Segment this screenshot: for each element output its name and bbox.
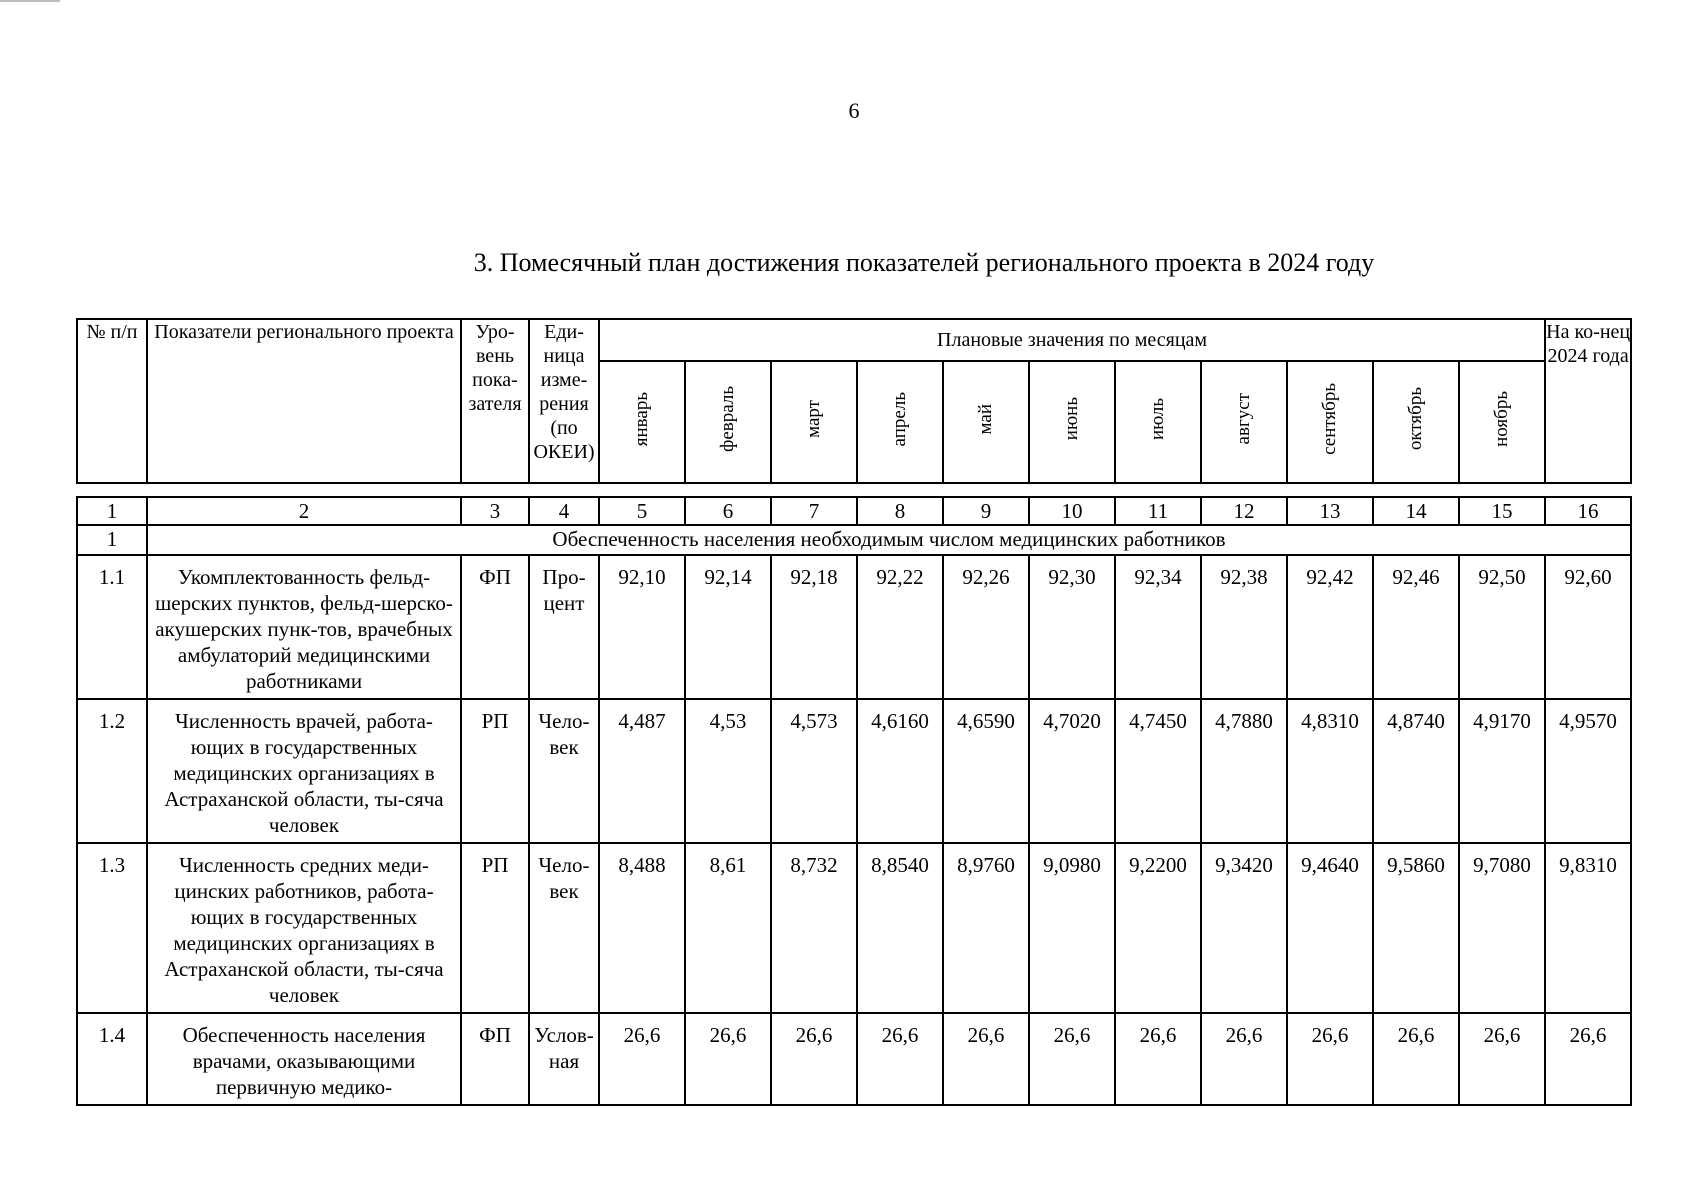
month-value: 92,26 [943,555,1029,699]
column-number-6: 6 [685,497,771,525]
page-number: 6 [848,98,860,123]
header-level: Уро-вень пока-зателя [461,319,529,483]
month-value: 92,34 [1115,555,1201,699]
row-number: 1.2 [77,699,147,843]
column-number-2: 2 [147,497,461,525]
month-value: 26,6 [1287,1013,1373,1105]
row-number: 1.1 [77,555,147,699]
table-row [77,555,1631,699]
column-number-15: 15 [1459,497,1545,525]
column-number-13: 13 [1287,497,1373,525]
month-value: 26,6 [857,1013,943,1105]
month-value: 4,8310 [1287,699,1373,843]
month-value: 9,5860 [1373,843,1459,1013]
month-value: 26,6 [1459,1013,1545,1105]
month-value: 8,9760 [943,843,1029,1013]
month-value: 92,14 [685,555,771,699]
header-indicator: Показатели регионального проекта [147,319,461,483]
section-title: Обеспеченность населения необходимым числом медицинских работников [147,525,1631,555]
header-month-label: май [975,403,996,435]
month-value: 4,7880 [1201,699,1287,843]
month-value: 4,7020 [1029,699,1115,843]
header-month-11 [1459,361,1545,483]
column-number-16: 16 [1545,497,1631,525]
end-of-year-value: 4,9570 [1545,699,1631,843]
indicator-unit: Чело-век [529,699,599,843]
header-month-2 [685,361,771,483]
indicator-level: ФП [461,555,529,699]
indicator-name: Укомплектованность фельд-шерских пунктов, фельд-шерско-акушерских пунк-тов, врачебных амбулаторий медицинскими работниками [147,555,461,699]
month-value: 92,10 [599,555,685,699]
indicator-unit: Услов-ная [529,1013,599,1105]
column-number-10: 10 [1029,497,1115,525]
header-month-label: январь [631,391,652,447]
column-numbers-row [77,497,1631,525]
indicator-name: Численность врачей, работа-ющих в государственных медицинских организациях в Астраханской области, ты-сяча человек [147,699,461,843]
month-value: 26,6 [1373,1013,1459,1105]
section-row [77,525,1631,555]
row-number: 1.3 [77,843,147,1013]
header-unit: Еди-ница изме-рения (по ОКЕИ) [529,319,599,483]
header-month-label: март [803,400,824,438]
header-month-1 [599,361,685,483]
month-value: 4,8740 [1373,699,1459,843]
header-month-6 [1029,361,1115,483]
month-value: 92,18 [771,555,857,699]
indicator-unit: Чело-век [529,843,599,1013]
column-number-12: 12 [1201,497,1287,525]
table-row [77,699,1631,843]
table-row [77,843,1631,1013]
header-plan-group: Плановые значения по месяцам [599,319,1545,361]
month-value: 92,22 [857,555,943,699]
month-value: 26,6 [771,1013,857,1105]
month-value: 4,487 [599,699,685,843]
month-value: 9,3420 [1201,843,1287,1013]
column-number-9: 9 [943,497,1029,525]
header-month-label: февраль [717,386,738,452]
indicator-level: РП [461,699,529,843]
header-month-label: июнь [1061,397,1082,441]
column-number-7: 7 [771,497,857,525]
indicator-level: ФП [461,1013,529,1105]
month-value: 4,53 [685,699,771,843]
month-value: 92,50 [1459,555,1545,699]
header-month-label: август [1233,393,1254,445]
header-month-label: апрель [889,391,910,447]
end-of-year-value: 9,8310 [1545,843,1631,1013]
column-number-3: 3 [461,497,529,525]
column-number-4: 4 [529,497,599,525]
table-row [77,1013,1631,1105]
month-value: 9,4640 [1287,843,1373,1013]
indicator-name: Обеспеченность населения врачами, оказывающими первичную медико- [147,1013,461,1105]
month-value: 92,42 [1287,555,1373,699]
month-value: 8,488 [599,843,685,1013]
header-month-8 [1201,361,1287,483]
header-month-5 [943,361,1029,483]
header-month-7 [1115,361,1201,483]
month-value: 26,6 [685,1013,771,1105]
month-value: 4,9170 [1459,699,1545,843]
indicator-level: РП [461,843,529,1013]
month-value: 9,7080 [1459,843,1545,1013]
column-number-5: 5 [599,497,685,525]
header-end-of-year: На ко-нец 2024 года [1545,319,1631,483]
header-month-label: июль [1147,397,1168,441]
month-value: 4,7450 [1115,699,1201,843]
indicator-table [76,496,1632,1106]
indicator-unit: Про-цент [529,555,599,699]
column-number-11: 11 [1115,497,1201,525]
column-number-14: 14 [1373,497,1459,525]
table-header [76,318,1632,484]
header-month-10 [1373,361,1459,483]
section-number: 1 [77,525,147,555]
row-number: 1.4 [77,1013,147,1105]
month-value: 92,38 [1201,555,1287,699]
end-of-year-value: 26,6 [1545,1013,1631,1105]
header-month-3 [771,361,857,483]
month-value: 92,30 [1029,555,1115,699]
header-month-label: ноябрь [1491,391,1513,447]
month-value: 8,732 [771,843,857,1013]
header-month-4 [857,361,943,483]
month-value: 9,2200 [1115,843,1201,1013]
header-month-label: сентябрь [1319,383,1340,455]
column-number-8: 8 [857,497,943,525]
month-value: 9,0980 [1029,843,1115,1013]
document-title: 3. Помесячный план достижения показателей регионального проекта в 2024 году [473,248,1375,277]
month-value: 26,6 [599,1013,685,1105]
header-month-9 [1287,361,1373,483]
end-of-year-value: 92,60 [1545,555,1631,699]
header-month-label: октябрь [1405,387,1426,451]
indicator-name: Численность средних меди-цинских работников, работа-ющих в государственных медицинских организациях в Астраханской области, ты-сяча человек [147,843,461,1013]
month-value: 8,61 [685,843,771,1013]
month-value: 8,8540 [857,843,943,1013]
month-value: 4,6590 [943,699,1029,843]
column-number-1: 1 [77,497,147,525]
month-value: 92,46 [1373,555,1459,699]
scan-edge-mark [0,0,60,2]
month-value: 26,6 [1029,1013,1115,1105]
header-num: № п/п [77,319,147,483]
month-value: 4,6160 [857,699,943,843]
month-value: 26,6 [1115,1013,1201,1105]
month-value: 4,573 [771,699,857,843]
month-value: 26,6 [943,1013,1029,1105]
month-value: 26,6 [1201,1013,1287,1105]
